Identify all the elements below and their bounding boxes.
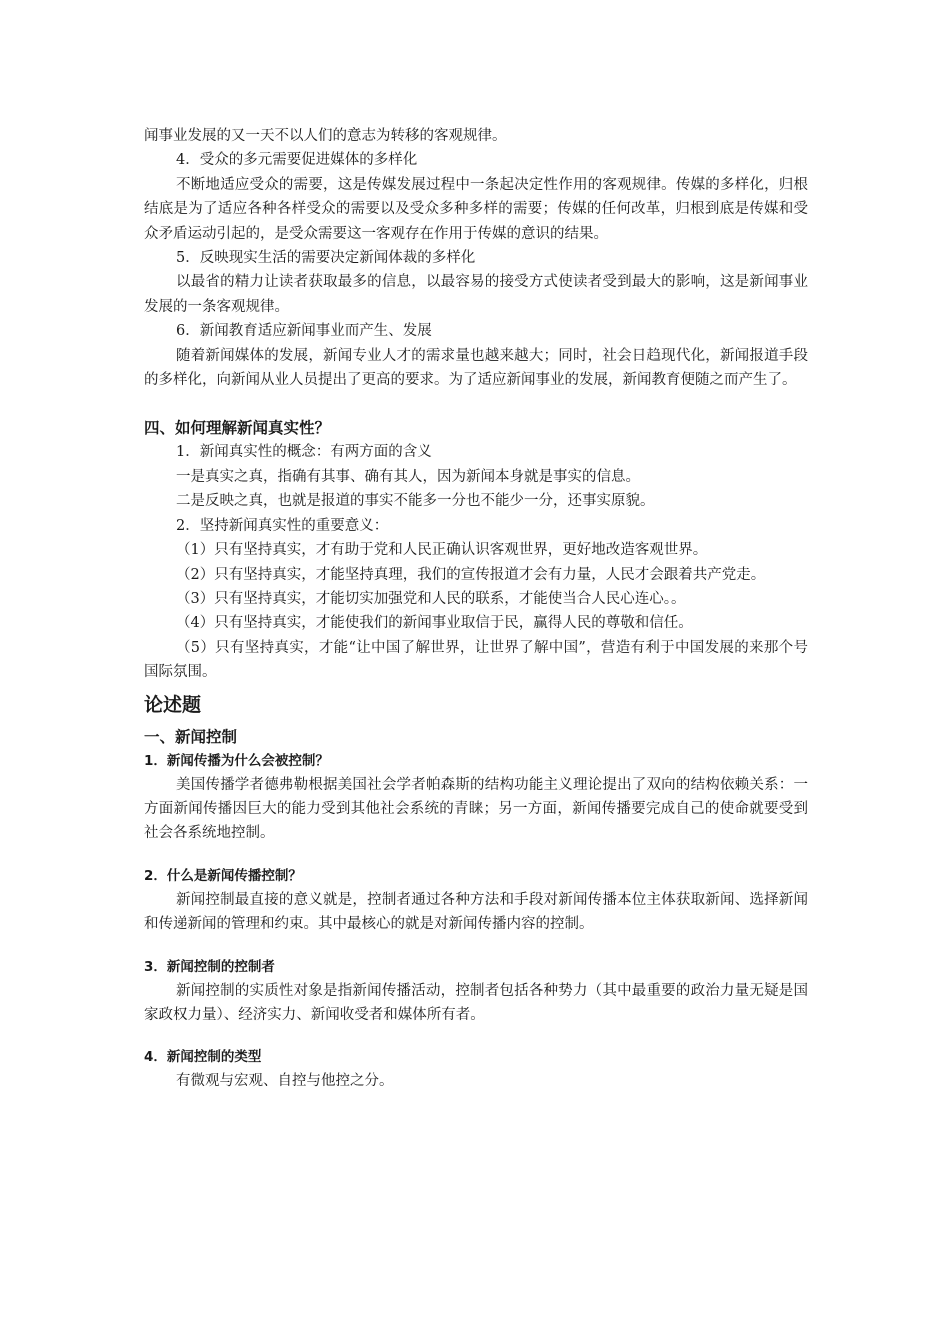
section-4-meaning-1: 一是真实之真，指确有其事、确有其人，因为新闻本身就是事实的信息。 <box>176 468 640 485</box>
spacer <box>144 937 808 955</box>
spacer <box>144 1027 808 1045</box>
essay-title: 论述题 <box>144 693 202 716</box>
question-2-heading: 2．什么是新闻传播控制？ <box>144 867 302 884</box>
question-3-heading: 3．新闻控制的控制者 <box>144 958 275 975</box>
reason-4: （4）只有坚持真实，才能使我们的新闻事业取信于民，赢得人民的尊敬和信任。 <box>176 615 693 632</box>
question-4-heading: 4．新闻控制的类型 <box>144 1049 262 1066</box>
item-6-heading: 6．新闻教育适应新闻事业而产生、发展 <box>176 323 432 340</box>
item-4-heading: 4．受众的多元需要促进媒体的多样化 <box>176 152 418 169</box>
section-4-heading: 四、如何理解新闻真实性？ <box>144 419 331 438</box>
item-4-body: 不断地适应受众的需要，这是传媒发展过程中一条起决定性作用的客观规律。传媒的多样化，归根结底是为了适应各种各样受众的需要以及受众多种多样的需要；传媒的任何改革，归根到底是传媒和受众矛盾运动引起的，是受众需要这一客观存在作用于传媒的意识的结果。 <box>144 176 808 242</box>
section-4-point-1: 1．新闻真实性的概念：有两方面的含义 <box>176 444 432 461</box>
question-4-body: 有微观与宏观、自控与他控之分。 <box>176 1073 394 1090</box>
section-4-point-2: 2．坚持新闻真实性的重要意义： <box>176 517 389 534</box>
spacer <box>144 846 808 864</box>
essay-part-1-heading: 一、新闻控制 <box>144 727 238 746</box>
item-6-body: 随着新闻媒体的发展，新闻专业人才的需求量也越来越大；同时，社会日趋现代化，新闻报道手段的多样化，向新闻从业人员提出了更高的要求。为了适应新闻事业的发展，新闻教育便随之而产生了。 <box>144 347 808 389</box>
item-5-heading: 5．反映现实生活的需要决定新闻体裁的多样化 <box>176 250 476 267</box>
question-2-body: 新闻控制最直接的意义就是，控制者通过各种方法和手段对新闻传播本位主体获取新闻、选择新闻和传递新闻的管理和约束。其中最核心的就是对新闻传播内容的控制。 <box>144 891 808 933</box>
item-5-body: 以最省的精力让读者获取最多的信息，以最容易的接受方式使读者受到最大的影响，这是新闻事业发展的一条客观规律。 <box>144 274 808 315</box>
spacer <box>144 392 808 416</box>
reason-2: （2）只有坚持真实，才能坚持真理，我们的宣传报道才会有力量，人民才会跟着共产党走。 <box>176 566 766 583</box>
continuation-text: 闻事业发展的又一天不以人们的意志为转移的客观规律。 <box>144 128 507 144</box>
question-1-body: 美国传播学者德弗勒根据美国社会学者帕森斯的结构功能主义理论提出了双向的结构依赖关系：一方面新闻传播因巨大的能力受到其他社会系统的青睐；另一方面，新闻传播要完成自己的使命就要受到社会各系统地控制。 <box>144 776 808 842</box>
section-4-meaning-2: 二是反映之真，也就是报道的事实不能多一分也不能少一分，还事实原貌。 <box>176 493 655 510</box>
question-3-body: 新闻控制的实质性对象是指新闻传播活动，控制者包括各种势力（其中最重要的政治力量无疑是国家政权力量）、经济实力、新闻收受者和媒体所有者。 <box>144 982 808 1023</box>
reason-1: （1）只有坚持真实，才有助于党和人民正确认识客观世界，更好地改造客观世界。 <box>176 542 708 559</box>
question-1-heading: 1．新闻传播为什么会被控制？ <box>144 752 329 769</box>
document-body <box>144 124 808 1094</box>
reason-5: （5）只有坚持真实，才能“让中国了解世界，让世界了解中国”，营造有利于中国发展的来那个号国际氛围。 <box>144 639 808 681</box>
reason-3: （3）只有坚持真实，才能切实加强党和人民的联系，才能使当合人民心连心。。 <box>176 590 686 607</box>
